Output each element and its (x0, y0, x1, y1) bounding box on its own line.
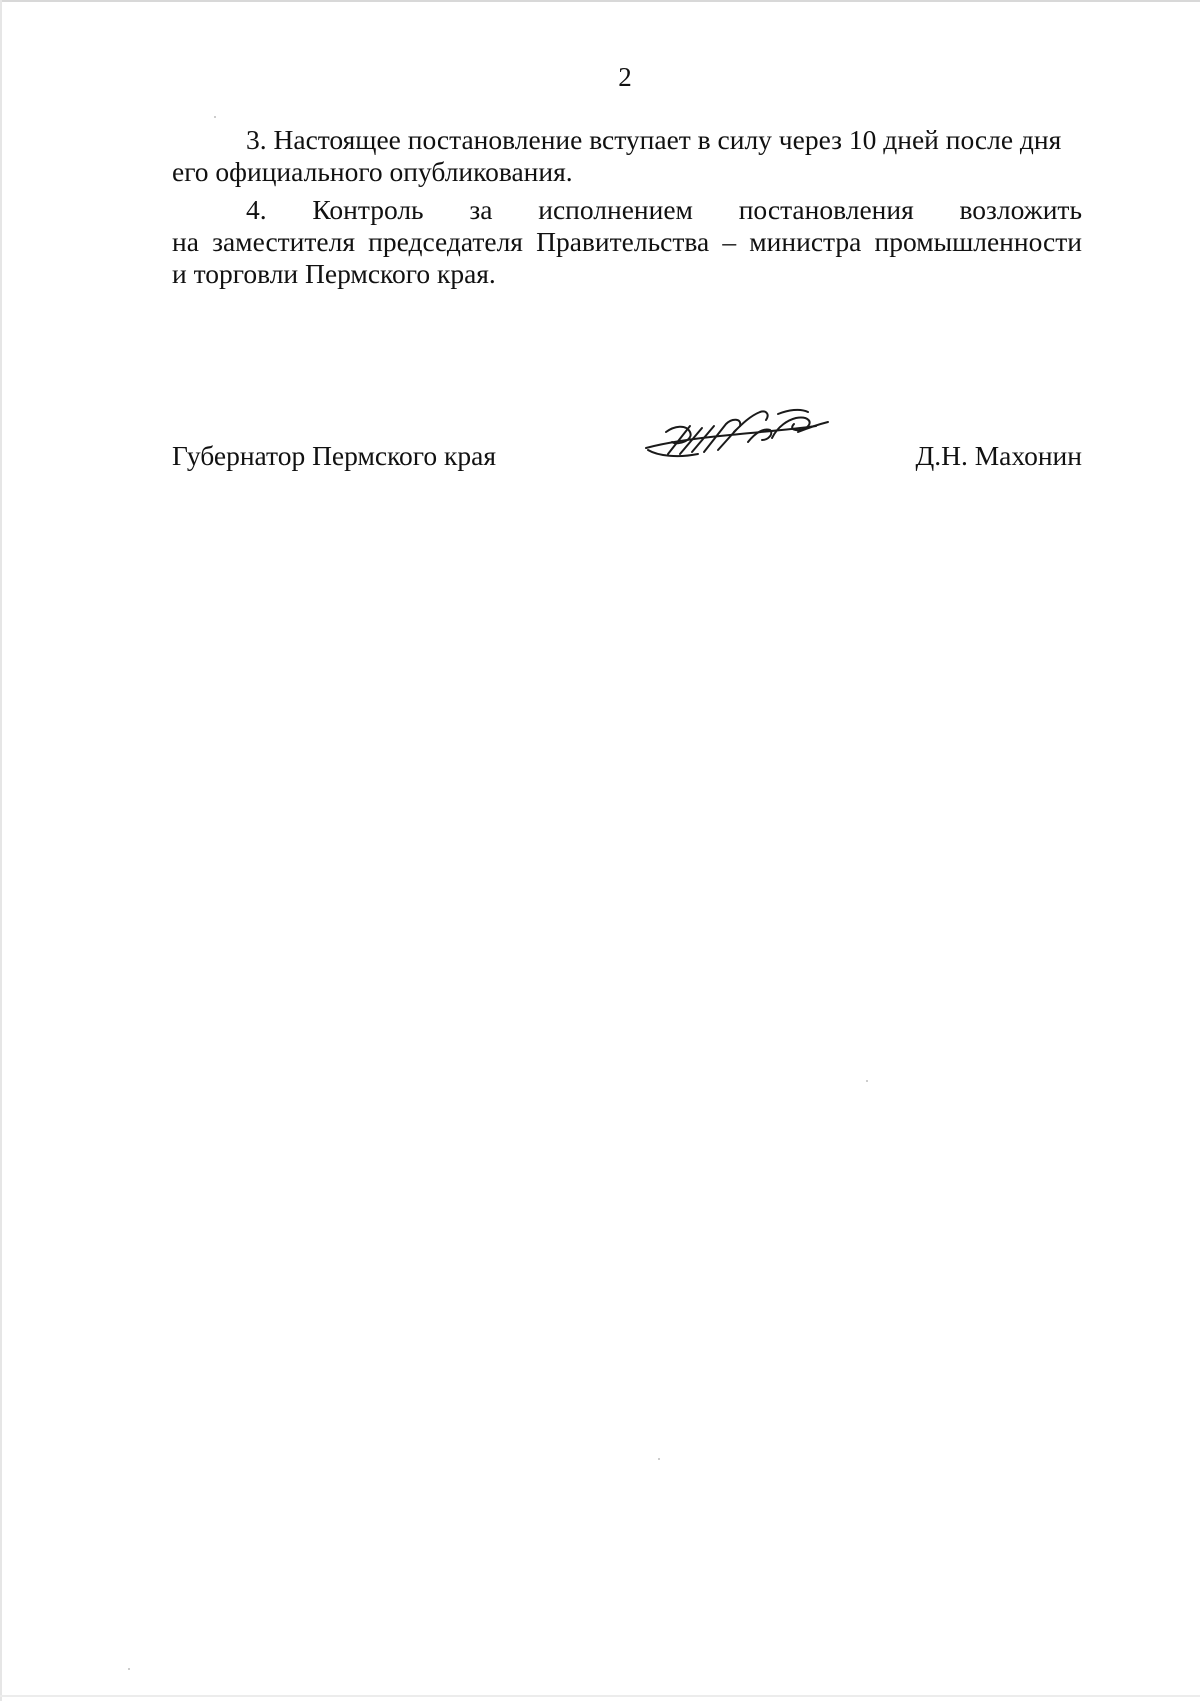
paragraph-3-line-1: 3. Настоящее постановление вступает в силу через 10 дней после дня (246, 124, 1062, 155)
scan-speck (214, 116, 216, 118)
page-number: 2 (618, 62, 632, 92)
signer-name: Д.Н. Махонин (915, 440, 1082, 471)
scan-edge-left (0, 0, 2, 1701)
scan-edge-bottom (0, 1695, 1200, 1697)
scan-speck (866, 1080, 868, 1082)
paragraph-4-line-1: 4. Контроль за исполнением постановления возложить (246, 194, 1082, 225)
handwritten-signature-icon (638, 402, 838, 472)
scan-speck (128, 1668, 130, 1670)
signer-title: Губернатор Пермского края (172, 440, 496, 471)
document-body (172, 124, 1082, 290)
scan-speck (658, 1458, 660, 1460)
scan-edge-top (0, 0, 1200, 2)
paragraph-3-line-2: его официального опубликования. (172, 156, 573, 187)
paragraph-4-line-2: на заместителя председателя Правительства – министра промышленности (172, 226, 1082, 257)
signature-block (172, 440, 1082, 480)
paragraph-4-line-3: и торговли Пермского края. (172, 258, 496, 289)
